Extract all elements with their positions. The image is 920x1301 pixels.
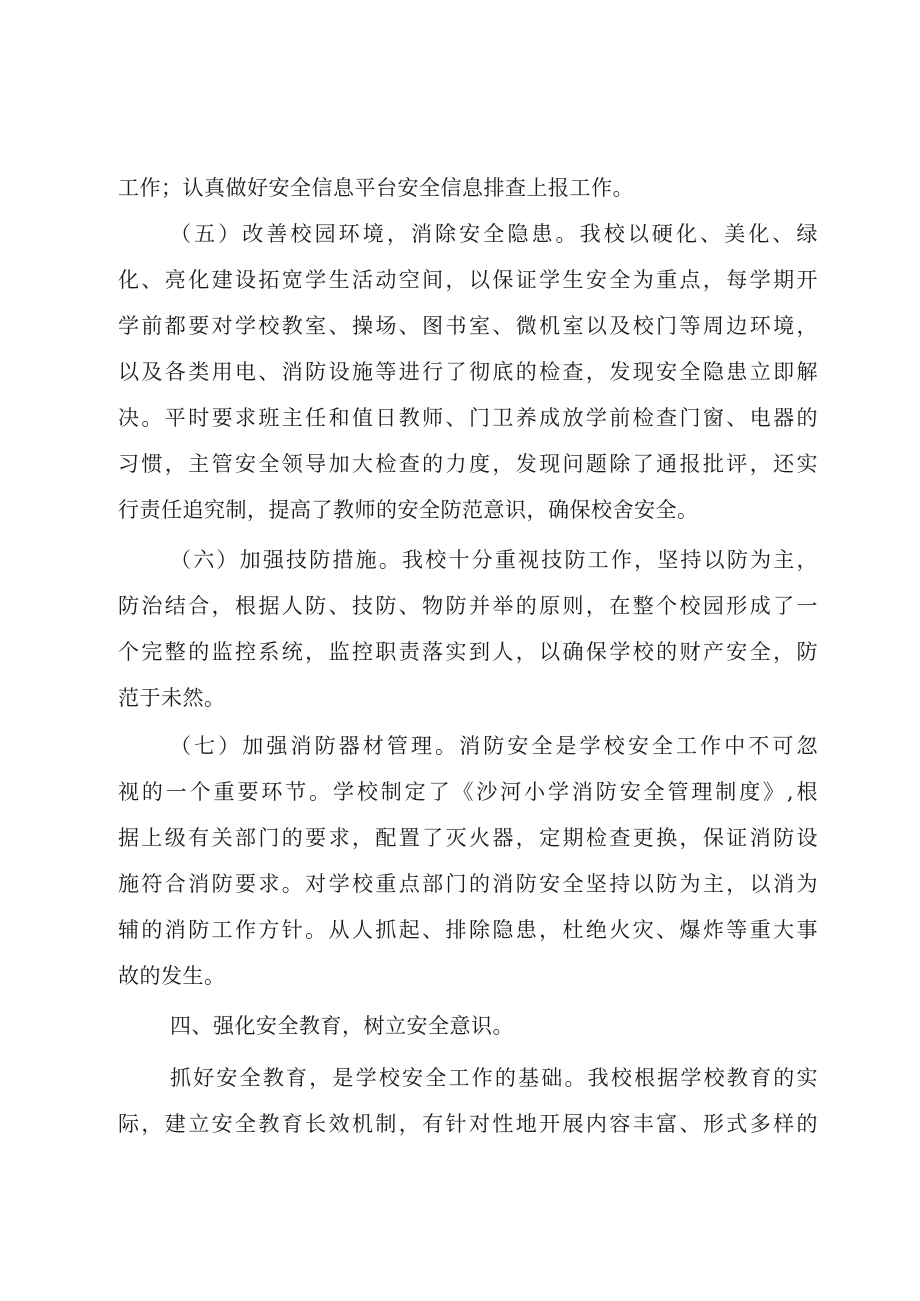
section-heading: 四、强化安全教育，树立安全意识。 — [170, 1014, 514, 1038]
text-line: 施符合消防要求。对学校重点部门的消防安全坚持以防为主，以消为 — [118, 872, 818, 896]
text-line: 习惯，主管安全领导加大检查的力度，发现问题除了通报批评，还实 — [118, 452, 818, 476]
paragraph-heading-7: （七）加强消防器材管理。消防安全是学校安全工作中不可忽 — [170, 734, 818, 758]
text-line: 工作；认真做好安全信息平台安全信息排查上报工作。 — [118, 176, 634, 200]
text-line: 抓好安全教育，是学校安全工作的基础。我校根据学校教育的实 — [170, 1066, 818, 1090]
text-line: 范于未然。 — [118, 686, 226, 710]
text-line: 据上级有关部门的要求，配置了灭火器，定期检查更换，保证消防设 — [118, 826, 818, 850]
text-line: 视的一个重要环节。学校制定了《沙河小学消防安全管理制度》,根 — [118, 780, 818, 804]
text-line: 行责任追究制，提高了教师的安全防范意识，确保校舍安全。 — [118, 498, 699, 522]
text-line: 化、亮化建设拓宽学生活动空间，以保证学生安全为重点，每学期开 — [118, 268, 818, 292]
text-line: 防治结合，根据人防、技防、物防并举的原则，在整个校园形成了一 — [118, 594, 818, 618]
text-line: 以及各类用电、消防设施等进行了彻底的检查，发现安全隐患立即解 — [118, 360, 818, 384]
text-line: 际，建立安全教育长效机制，有针对性地开展内容丰富、形式多样的 — [118, 1112, 818, 1136]
text-line: 学前都要对学校教室、操场、图书室、微机室以及校门等周边环境， — [118, 314, 818, 338]
text-line: 故的发生。 — [118, 964, 226, 988]
paragraph-heading-6: （六）加强技防措施。我校十分重视技防工作，坚持以防为主， — [170, 548, 818, 572]
text-line: 决。平时要求班主任和值日教师、门卫养成放学前检查门窗、电器的 — [118, 406, 818, 430]
text-line: 辅的消防工作方针。从人抓起、排除隐患，杜绝火灾、爆炸等重大事 — [118, 918, 818, 942]
text-line: 个完整的监控系统，监控职责落实到人，以确保学校的财产安全，防 — [118, 640, 818, 664]
paragraph-heading-5: （五）改善校园环境，消除安全隐患。我校以硬化、美化、绿 — [170, 222, 818, 246]
